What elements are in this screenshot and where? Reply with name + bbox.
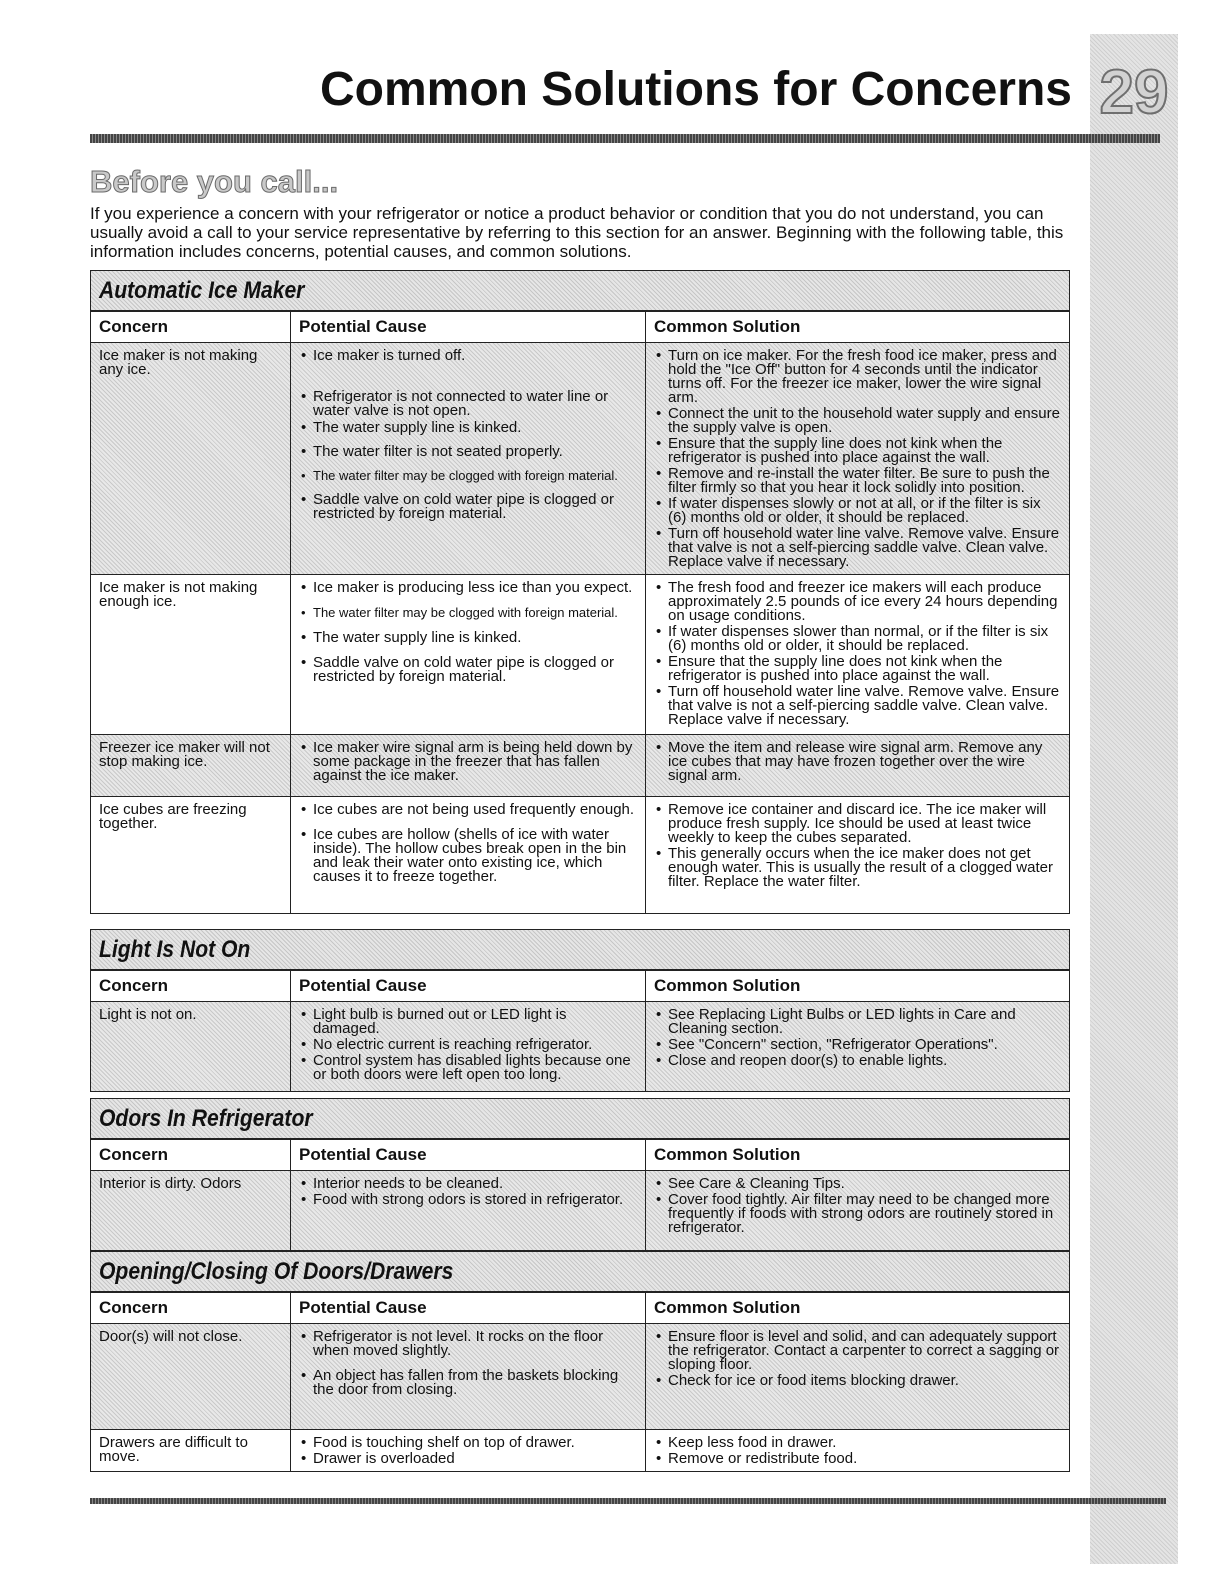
- table-automatic-ice-maker: [90, 270, 1070, 914]
- cause-item: • The water filter is not seated properly.: [299, 445, 637, 459]
- page-title: Common Solutions for Concerns: [319, 63, 1072, 116]
- solution-item: • Turn off household water line valve. Remove valve. Ensure that valve is not a self-piercing saddle valve. Clean valve. Replace valve if necessary.: [654, 685, 1061, 727]
- solution-cell: [646, 1002, 1069, 1091]
- table-row: [91, 574, 1069, 734]
- cause-cell: [291, 797, 646, 913]
- table-title: Opening/Closing Of Doors/Drawers: [99, 1257, 454, 1285]
- cause-item: • The water filter may be clogged with foreign material.: [299, 606, 637, 620]
- solution-item: • See "Concern" section, "Refrigerator Operations".: [654, 1038, 1061, 1052]
- solution-item: • Remove and re-install the water filter. Be sure to push the filter firmly so that you hear it lock solidly into position.: [654, 467, 1061, 495]
- cause-cell: [291, 1324, 646, 1429]
- column-header-concern: Concern: [91, 1140, 291, 1170]
- page-number: 29: [1099, 58, 1169, 127]
- cause-cell: [291, 1171, 646, 1250]
- column-header-solution: Common Solution: [654, 1298, 801, 1317]
- concern-cell: Interior is dirty. Odors: [91, 1171, 291, 1250]
- table-row: [91, 342, 1069, 574]
- cause-item: • Control system has disabled lights because one or both doors were left open too long.: [299, 1054, 637, 1082]
- solution-item: • Ensure floor is level and solid, and can adequately support the refrigerator. Contact a carpenter to correct a sagging or sloping floor.: [654, 1330, 1061, 1372]
- side-tab-strip: [1090, 34, 1178, 1564]
- cause-cell: [291, 1002, 646, 1091]
- cause-item: • Refrigerator is not connected to water line or water valve is not open.: [299, 390, 637, 418]
- solution-item: • Remove ice container and discard ice. The ice maker will produce fresh supply. Ice should be used at least twice weekly to keep the cubes separated.: [654, 803, 1061, 845]
- table-title-bar: [91, 271, 1069, 311]
- table-row: [91, 1429, 1069, 1471]
- cause-item: • Ice cubes are not being used frequently enough.: [299, 803, 637, 817]
- solution-item: • This generally occurs when the ice maker does not get enough water. This is usually the result of a clogged water filter. Replace the water filter.: [654, 847, 1061, 889]
- solution-item: • Ensure that the supply line does not kink when the refrigerator is pushed into place against the wall.: [654, 655, 1061, 683]
- solution-item: • Move the item and release wire signal arm. Remove any ice cubes that may have frozen together over the wire signal arm.: [654, 741, 1061, 783]
- table-row: [91, 1170, 1069, 1250]
- cause-item: • Drawer is overloaded: [299, 1452, 637, 1466]
- solution-item: • If water dispenses slower than normal, or if the filter is six (6) months old or older, it should be replaced.: [654, 625, 1061, 653]
- bottom-divider: [90, 1498, 1166, 1504]
- solution-cell: [646, 735, 1069, 796]
- cause-item: • Interior needs to be cleaned.: [299, 1177, 637, 1191]
- concern-cell: Door(s) will not close.: [91, 1324, 291, 1429]
- table-title-bar: [91, 930, 1069, 970]
- column-header-concern: Concern: [91, 312, 291, 342]
- top-divider: [90, 134, 1160, 143]
- column-header-cause: Potential Cause: [291, 312, 646, 342]
- cause-item: • The water filter may be clogged with foreign material.: [299, 469, 637, 483]
- table-opening-closing-doors-drawers: [90, 1251, 1070, 1472]
- table-odors-in-refrigerator: [90, 1098, 1070, 1251]
- cause-cell: [291, 343, 646, 574]
- solution-cell: [646, 1171, 1069, 1250]
- solution-item: • The fresh food and freezer ice makers will each produce approximately 2.5 pounds of ice every 24 hours depending on usage conditions.: [654, 581, 1061, 623]
- solution-item: • Cover food tightly. Air filter may need to be changed more frequently if foods with strong odors are routinely stored in refrigerator.: [654, 1193, 1061, 1235]
- cause-item: • Saddle valve on cold water pipe is clogged or restricted by foreign material.: [299, 493, 637, 521]
- solution-item: • Turn off household water line valve. Remove valve. Ensure that valve is not a self-piercing saddle valve. Clean valve. Replace valve if necessary.: [654, 527, 1061, 569]
- cause-item: • Saddle valve on cold water pipe is clogged or restricted by foreign material.: [299, 656, 637, 684]
- cause-item: • The water supply line is kinked.: [299, 421, 637, 435]
- column-header-row: [91, 970, 1069, 1001]
- table-light-is-not-on: [90, 929, 1070, 1092]
- solution-item: • See Replacing Light Bulbs or LED lights in Care and Cleaning section.: [654, 1008, 1061, 1036]
- solution-item: • See Care & Cleaning Tips.: [654, 1177, 1061, 1191]
- solution-cell: [646, 1430, 1069, 1471]
- solution-item: • Turn on ice maker. For the fresh food ice maker, press and hold the "Ice Off" button for 4 seconds until the indicator turns off. For the freezer ice maker, lower the wire signal arm.: [654, 349, 1061, 405]
- cause-item: • Light bulb is burned out or LED light is damaged.: [299, 1008, 637, 1036]
- solution-cell: [646, 575, 1069, 734]
- solution-item: • Close and reopen door(s) to enable lights.: [654, 1054, 1061, 1068]
- table-row: [91, 1323, 1069, 1429]
- cause-item: • Ice maker wire signal arm is being held down by some package in the freezer that has fallen against the ice maker.: [299, 741, 637, 783]
- cause-item: • Ice maker is producing less ice than you expect.: [299, 581, 637, 595]
- cause-item: • An object has fallen from the baskets blocking the door from closing.: [299, 1369, 637, 1397]
- table-title: Automatic Ice Maker: [99, 276, 305, 304]
- column-header-row: [91, 1139, 1069, 1170]
- table-row: [91, 734, 1069, 796]
- column-header-solution: Common Solution: [654, 317, 801, 336]
- concern-cell: Ice cubes are freezing together.: [91, 797, 291, 913]
- cause-item: • Ice cubes are hollow (shells of ice with water inside). The hollow cubes break open in the bin and leak their water onto existing ice, which causes it to freeze together.: [299, 828, 637, 884]
- section-heading: Before you call...: [90, 164, 339, 199]
- solution-item: • Keep less food in drawer.: [654, 1436, 1061, 1450]
- cause-item: • Refrigerator is not level. It rocks on the floor when moved slightly.: [299, 1330, 637, 1358]
- cause-cell: [291, 1430, 646, 1471]
- column-header-cause: Potential Cause: [291, 971, 646, 1001]
- cause-item: • Food is touching shelf on top of drawer.: [299, 1436, 637, 1450]
- column-header-solution: Common Solution: [654, 1145, 801, 1164]
- table-row: [91, 796, 1069, 913]
- solution-item: • Remove or redistribute food.: [654, 1452, 1061, 1466]
- table-row: [91, 1001, 1069, 1091]
- column-header-solution: Common Solution: [654, 976, 801, 995]
- table-title: Odors In Refrigerator: [99, 1104, 313, 1132]
- cause-item: • The water supply line is kinked.: [299, 631, 637, 645]
- column-header-cause: Potential Cause: [291, 1293, 646, 1323]
- column-header-row: [91, 1292, 1069, 1323]
- cause-item: • Food with strong odors is stored in refrigerator.: [299, 1193, 637, 1207]
- cause-cell: [291, 575, 646, 734]
- cause-item: • No electric current is reaching refrigerator.: [299, 1038, 637, 1052]
- solution-item: • Check for ice or food items blocking drawer.: [654, 1374, 1061, 1388]
- column-header-cause: Potential Cause: [291, 1140, 646, 1170]
- solution-cell: [646, 1324, 1069, 1429]
- table-title-bar: [91, 1252, 1069, 1292]
- concern-cell: Ice maker is not making enough ice.: [91, 575, 291, 734]
- column-header-row: [91, 311, 1069, 342]
- solution-item: • Connect the unit to the household water supply and ensure the supply valve is open.: [654, 407, 1061, 435]
- concern-cell: Ice maker is not making any ice.: [91, 343, 291, 574]
- solution-cell: [646, 343, 1069, 574]
- column-header-concern: Concern: [91, 971, 291, 1001]
- cause-cell: [291, 735, 646, 796]
- concern-cell: Drawers are difficult to move.: [91, 1430, 291, 1471]
- solution-item: • If water dispenses slowly or not at all, or if the filter is six (6) months old or older, it should be replaced.: [654, 497, 1061, 525]
- concern-cell: Freezer ice maker will not stop making ice.: [91, 735, 291, 796]
- table-title-bar: [91, 1099, 1069, 1139]
- solution-cell: [646, 797, 1069, 913]
- intro-paragraph: If you experience a concern with your refrigerator or notice a product behavior or condition that you do not understand, you can usually avoid a call to your service representative by referring to this section for an answer. Beginning with the following table, this information includes concerns, potential causes, and common solutions.: [90, 204, 1064, 261]
- cause-item: • Ice maker is turned off.: [299, 349, 637, 363]
- concern-cell: Light is not on.: [91, 1002, 291, 1091]
- solution-item: • Ensure that the supply line does not kink when the refrigerator is pushed into place against the wall.: [654, 437, 1061, 465]
- column-header-concern: Concern: [91, 1293, 291, 1323]
- table-title: Light Is Not On: [99, 935, 251, 963]
